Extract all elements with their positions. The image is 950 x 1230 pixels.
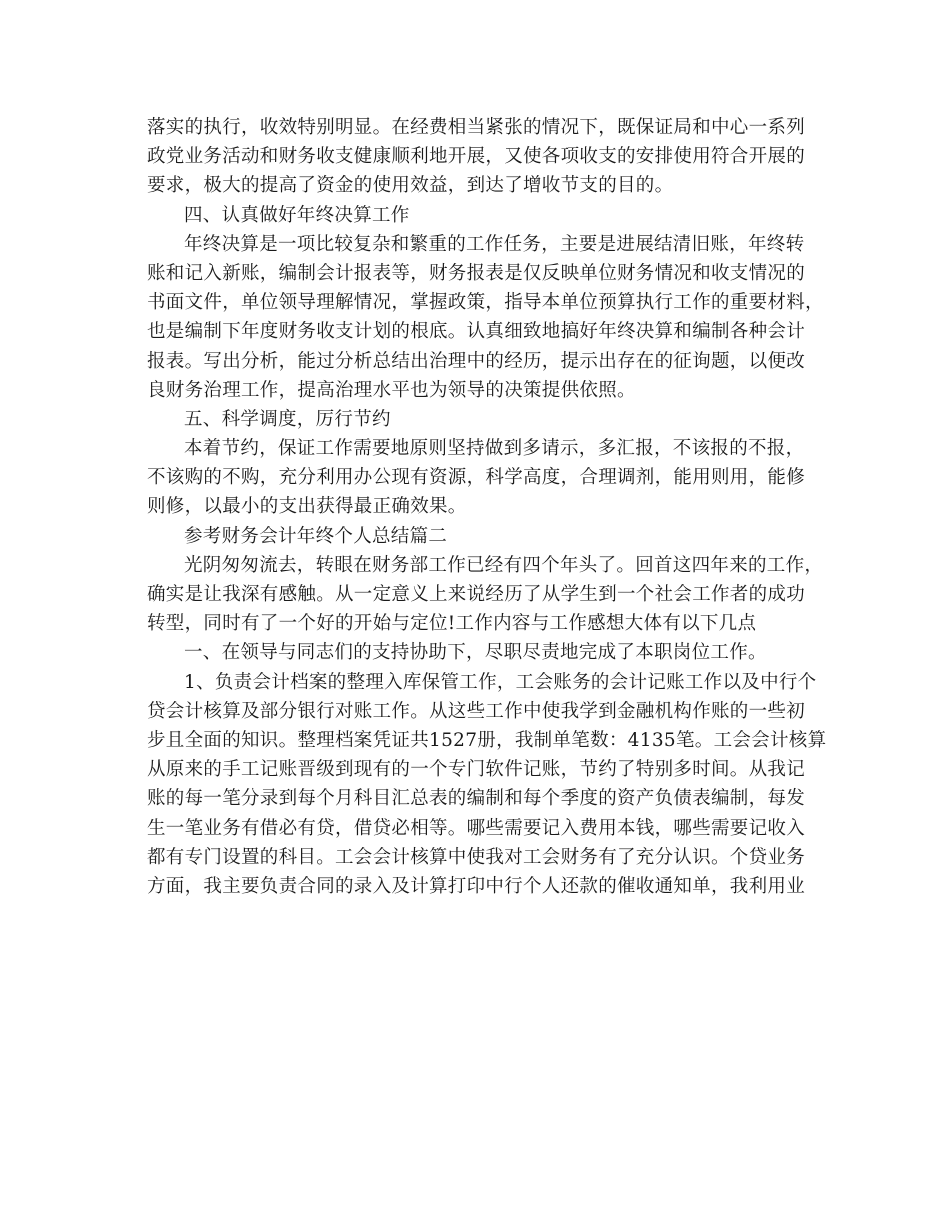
text-line: 也是编制下年度财务收支计划的根底。认真细致地搞好年终决算和编制各种会计 xyxy=(147,321,806,343)
text-line: 政党业务活动和财务收支健康顺利地开展，又使各项收支的安排使用符合开展的 xyxy=(147,146,806,168)
text-line: 都有专门设置的科目。工会会计核算中使我对工会财务有了充分认识。个贷业务 xyxy=(147,846,806,868)
text-line: 年终决算是一项比较复杂和繁重的工作任务，主要是进展结清旧账，年终转 xyxy=(184,233,805,255)
text-line: 良财务治理工作，提高治理水平也为领导的决策提供依照。 xyxy=(147,379,636,401)
text-line: 不该购的不购，充分利用办公现有资源，科学高度，合理调剂，能用则用，能修 xyxy=(147,467,806,489)
text-line: 账的每一笔分录到每个月科目汇总表的编制和每个季度的资产负债表编制，每发 xyxy=(147,788,806,810)
text-line: 报表。写出分析，能过分析总结出治理中的经历，提示出存在的征询题，以便改 xyxy=(147,350,806,372)
text-line: 生一笔业务有借必有贷，借贷必相等。哪些需要记入费用本钱，哪些需要记收入 xyxy=(147,817,806,839)
text-line: 参考财务会计年终个人总结篇二 xyxy=(184,525,448,547)
text-line: 光阴匆匆流去，转眼在财务部工作已经有四个年头了。回首这四年来的工作， xyxy=(184,554,824,576)
text-line: 步且全面的知识。整理档案凭证共1527册，我制单笔数：4135笔。工会会计核算 xyxy=(147,729,827,751)
text-line: 本着节约，保证工作需要地原则坚持做到多请示，多汇报，不该报的不报， xyxy=(184,438,805,460)
text-line: 五、科学调度，厉行节约 xyxy=(184,408,391,430)
text-line: 转型，同时有了一个好的开始与定位!工作内容与工作感想大体有以下几点 xyxy=(147,613,757,635)
text-line: 1、负责会计档案的整理入库保管工作，工会账务的会计记账工作以及中行个 xyxy=(184,671,817,693)
text-line: 方面，我主要负责合同的录入及计算打印中行个人还款的催收通知单，我利用业 xyxy=(147,875,806,897)
text-line: 则修，以最小的支出获得最正确效果。 xyxy=(147,496,467,518)
text-line: 要求，极大的提高了资金的使用效益，到达了增收节支的目的。 xyxy=(147,175,674,197)
text-line: 落实的执行，收效特别明显。在经费相当紧张的情况下，既保证局和中心一系列 xyxy=(147,117,806,138)
text-line: 确实是让我深有感触。从一定意义上来说经历了从学生到一个社会工作者的成功 xyxy=(147,584,806,605)
text-line: 账和记入新账，编制会计报表等，财务报表是仅反映单位财务情况和收支情况的 xyxy=(147,262,806,284)
text-line: 从原来的手工记账晋级到现有的一个专门软件记账，节约了特别多时间。从我记 xyxy=(147,759,806,781)
text-line: 贷会计核算及部分银行对账工作。从这些工作中使我学到金融机构作账的一些初 xyxy=(147,700,806,722)
text-line: 一、在领导与同志们的支持协助下，尽职尽责地完成了本职岗位工作。 xyxy=(184,642,767,664)
text-line: 四、认真做好年终决算工作 xyxy=(184,204,410,226)
text-line: 书面文件，单位领导理解情况，掌握政策，指导本单位预算执行工作的重要材料， xyxy=(147,292,824,314)
document-body xyxy=(147,113,827,901)
